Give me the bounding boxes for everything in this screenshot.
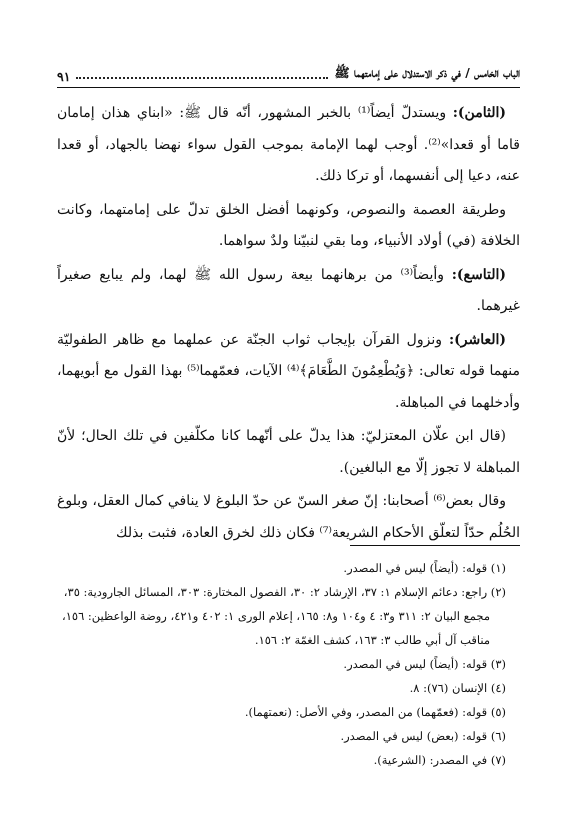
paragraph-text: ونزول القرآن بإيجاب ثواب الجنّة عن عملهما مع ظاهر الطفوليّة منهما قوله تعالى: ﴿وَيُطْعِمُونَ الطَّعَامَ﴾⁽⁴⁾ الآيات، فعمّهما⁽⁵⁾ بهذا القول مع أبويهما، وأدخلهما في المباهلة. [57,331,520,411]
paragraph-text: وأيضاً⁽³⁾ من برهانهما بيعة رسول الله ﷺ لهما، ولم يبايع صغيراً غيرهما. [57,266,520,314]
footnote-4: (٤) الإنسان (٧٦): ٨. [409,681,506,695]
footnote-separator [350,545,520,546]
paragraph-ninth [57,260,520,323]
footnote-6: (٦) قوله: (بعض) ليس في المصدر. [340,729,506,743]
footnote-1: (١) قوله: (أيضاً) ليس في المصدر. [343,561,506,575]
footnote-3: (٣) قوله: (أيضاً) ليس في المصدر. [343,657,506,671]
footnote-5: (٥) قوله: (فعمّهما) من المصدر، وفي الأصل: (نعمتهما). [244,705,506,719]
running-header [57,62,520,88]
paragraph-heading: (التاسع): [451,266,507,283]
paragraph-heading: (الثامن): [452,105,506,121]
paragraph-some-companions [57,486,520,549]
paragraph-heading: (العاشر): [448,331,506,348]
footnote-2-continued: مجمع البيان ٢: ٣١١ و٣: ٤ و١٠٤ و٨: ١٦٥، إعلام الورى ١: ٤٠٢ و٤٢١، روضة الواعظين: ١٥٦، [62,609,490,623]
footnote-7: (٧) في المصدر: (الشرعية). [373,753,506,767]
paragraph-eighth [57,98,520,193]
paragraph-text: وقال بعض⁽⁶⁾ أصحابنا: إنّ صغر السنّ عن حدّ البلوغ لا ينافي كمال العقل، وبلوغ الحُلُم حدّاً لتعلّق الأحكام الشريعة⁽⁷⁾ فكان ذلك لخرق العادة، فثبت بذلك [57,493,520,541]
page-number: ٩١ [57,69,71,84]
dot-leader [76,77,328,79]
paragraph-text: (قال ابن علّان المعتزليّ: هذا يدلّ على أنّهما كانا مكلّفين في تلك الحال؛ لأنّ المباهلة لا تجوز إلّا مع البالغين). [57,428,520,476]
paragraph-text: وطريقة العصمة والنصوص، وكونهما أفضل الخلق تدلّ على إمامتهما، وكانت الخلافة (في) أولاد الأنبياء، وما بقي لنبيّنا ولدٌ سواهما. [57,201,520,249]
footnote-2: (٢) راجع: دعائم الإسلام ١: ٣٧، الإرشاد ٢: ٣٠، الفصول المختارة: ٣٠٣، المسائل الجارودية: ٣٥، [63,585,506,599]
footnote-2-continued: مناقب آل أبي طالب ٣: ١٦٣، كشف الغمّة ٢: ١٥٦. [254,633,490,647]
footnotes [57,556,520,772]
paragraph-infallibility [57,195,520,258]
chapter-title: الباب الخامس / في ذكر الاستدلال على إمامتهما ﷺ [334,65,520,80]
paragraph-ibn-allan [57,421,520,484]
paragraph-tenth [57,325,520,420]
main-text [57,98,520,551]
paragraph-text: ويستدلّ أيضاً⁽¹⁾ بالخبر المشهور، أنّه قال ﷺ: «ابناي هذان إمامان قاما أو قعدا»⁽²⁾. أوجب لهما الإمامة بموجب القول سواء نهضا بالجهاد، أو قعدا عنه، دعيا إلى أنفسهما، أو تركا ذلك. [57,105,520,184]
